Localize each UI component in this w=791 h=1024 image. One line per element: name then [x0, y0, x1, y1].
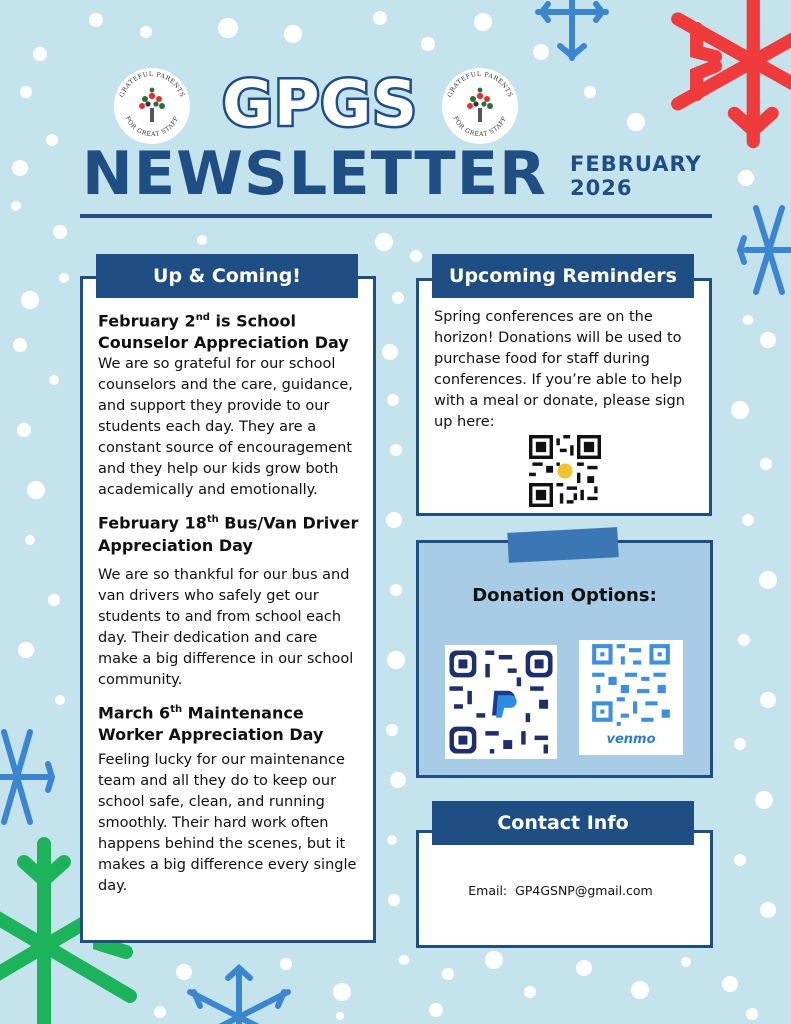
venmo-qr-pattern — [579, 640, 683, 730]
venmo-label: venmo — [606, 732, 656, 747]
header — [0, 62, 791, 142]
contact-heading: Contact Info — [432, 801, 694, 845]
event-title: February 2nd is School Counselor Appreciation Day — [98, 311, 349, 353]
venmo-qr-code[interactable] — [579, 640, 683, 755]
paypal-qr-code[interactable] — [445, 645, 557, 759]
event-item — [98, 509, 359, 690]
svg-text:GRATEFUL PARENTS: GRATEFUL PARENTS — [118, 70, 186, 99]
gpgs-wordmark: GPGS — [222, 67, 418, 140]
up-coming-panel — [80, 276, 376, 943]
svg-text:FOR GREAT STAFF: FOR GREAT STAFF — [123, 115, 181, 139]
issue-date — [570, 152, 702, 200]
paypal-qr-pattern — [445, 645, 557, 759]
up-coming-heading: Up & Coming! — [96, 254, 358, 298]
reminder-text: Spring conferences are on the horizon! Donations will be used to purchase food for staff during conferences. If you’re able to help with a meal or donate, please sign up here: — [434, 309, 685, 430]
gpgs-logo-tree-icon — [112, 66, 192, 146]
event-description: Feeling lucky for our maintenance team and all they do to keep our school safe, clean, and running smoothly. Their hard work often happens behind the scenes, but it makes a big difference every single day. — [98, 751, 357, 894]
issue-month: FEBRUARY — [570, 152, 702, 176]
issue-year: 2026 — [570, 176, 633, 200]
event-item — [98, 307, 359, 501]
snowflake-blue-right-icon — [736, 198, 791, 302]
snowflake-blue-left-icon — [0, 722, 56, 832]
snowflake-blue-bottom-icon — [180, 962, 298, 1024]
event-description: We are so thankful for our bus and van drivers who safely get our students to and from school each day. Their dedication and care make a big difference in our school community. — [98, 566, 354, 688]
contact-email[interactable]: GP4GSNP@gmail.com — [515, 883, 653, 898]
reminders-panel — [416, 278, 712, 516]
email-label: Email: — [468, 883, 508, 898]
donation-panel — [416, 540, 713, 778]
tape-decoration — [507, 527, 618, 563]
gpgs-logo-tree-icon — [440, 66, 520, 146]
donation-title: Donation Options: — [472, 585, 657, 606]
contact-panel — [416, 830, 713, 948]
event-item — [98, 699, 359, 897]
svg-text:FOR GREAT STAFF: FOR GREAT STAFF — [451, 115, 509, 139]
reminders-heading: Upcoming Reminders — [432, 254, 694, 298]
header-divider — [80, 214, 712, 218]
snowflake-blue-top-icon — [532, 0, 612, 64]
event-title: March 6th Maintenance Worker Appreciation Day — [98, 702, 324, 744]
event-description: We are so grateful for our school counselors and the care, guidance, and support they provide to our students each day. They are a constant source of encouragement and they help our kids grow both academically and emotionally. — [98, 356, 353, 499]
event-title: February 18th Bus/Van Driver Appreciation Day — [98, 513, 359, 555]
contact-email-line — [419, 883, 710, 898]
svg-text:GRATEFUL PARENTS: GRATEFUL PARENTS — [446, 70, 514, 99]
signup-qr-code[interactable] — [529, 435, 601, 507]
newsletter-title: NEWSLETTER — [82, 139, 547, 209]
